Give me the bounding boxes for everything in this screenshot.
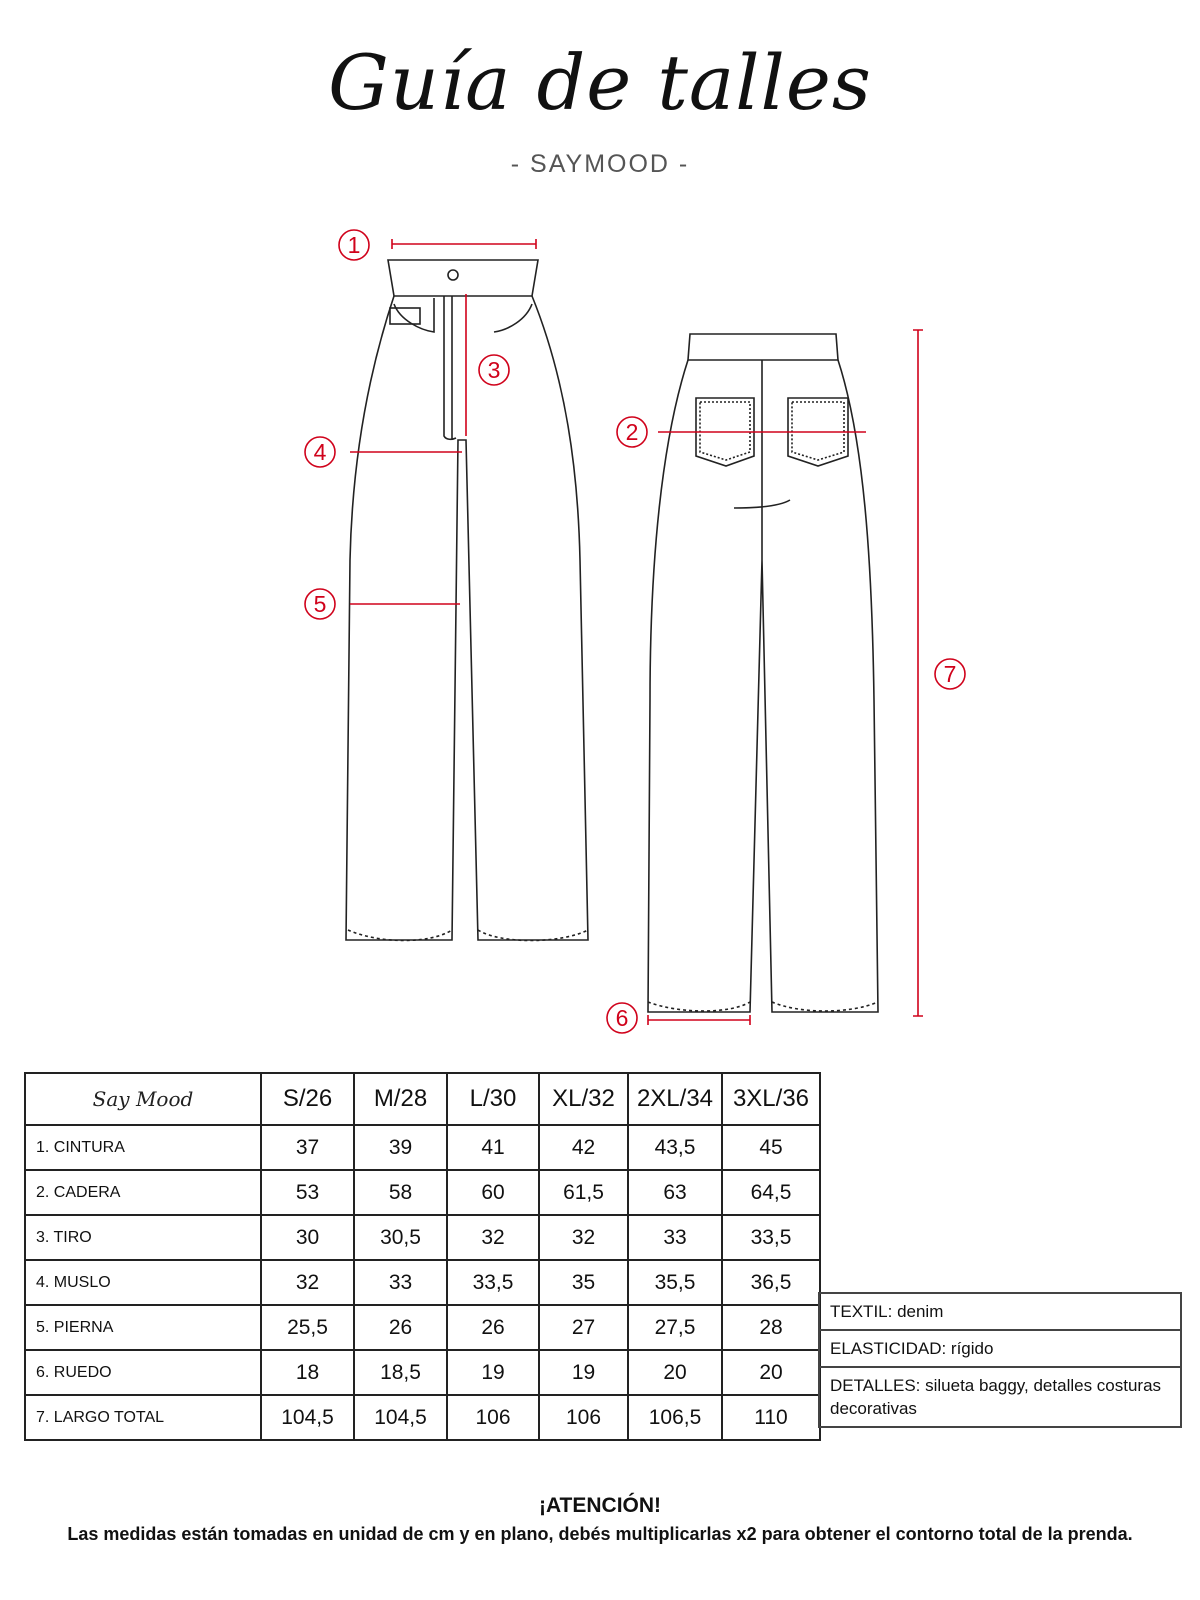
table-row: [25, 1350, 820, 1395]
cell-value: 32: [447, 1215, 539, 1260]
cell-value: 28: [722, 1305, 820, 1350]
page-title: Guía de talles: [328, 38, 872, 127]
row-label: 4. MUSLO: [25, 1260, 261, 1305]
cell-value: 58: [354, 1170, 447, 1215]
measurement-note: Las medidas están tomadas en unidad de cm y en plano, debés multiplicarlas x2 para obtener el contorno total de la prenda.: [67, 1524, 1133, 1544]
cell-value: 27: [539, 1305, 628, 1350]
cell-value: 60: [447, 1170, 539, 1215]
spec-detalles: DETALLES: silueta baggy, detalles costuras decorativas: [819, 1367, 1181, 1427]
cell-value: 42: [539, 1125, 628, 1170]
marker-2: [617, 417, 647, 447]
cell-value: 64,5: [722, 1170, 820, 1215]
size-header-row: [25, 1073, 820, 1125]
marker-4: [305, 437, 335, 467]
cell-value: 106: [447, 1395, 539, 1440]
size-header: XL/32: [539, 1073, 628, 1125]
size-table: [24, 1072, 821, 1441]
cell-value: 106: [539, 1395, 628, 1440]
table-row: [25, 1305, 820, 1350]
size-header: 2XL/34: [628, 1073, 722, 1125]
cell-value: 43,5: [628, 1125, 722, 1170]
size-header: S/26: [261, 1073, 354, 1125]
svg-text:3: 3: [487, 357, 501, 383]
svg-text:5: 5: [313, 591, 327, 617]
cell-value: 20: [628, 1350, 722, 1395]
row-label: 2. CADERA: [25, 1170, 261, 1215]
measure-line-6: [648, 1015, 750, 1025]
marker-6: [607, 1003, 637, 1033]
cell-value: 18: [261, 1350, 354, 1395]
size-header: L/30: [447, 1073, 539, 1125]
cell-value: 32: [261, 1260, 354, 1305]
cell-value: 63: [628, 1170, 722, 1215]
marker-5: [305, 589, 335, 619]
table-row: [25, 1170, 820, 1215]
cell-value: 45: [722, 1125, 820, 1170]
cell-value: 30,5: [354, 1215, 447, 1260]
svg-text:2: 2: [625, 419, 639, 445]
cell-value: 41: [447, 1125, 539, 1170]
cell-value: 35: [539, 1260, 628, 1305]
spec-textil: TEXTIL: denim: [819, 1293, 1181, 1330]
cell-value: 33,5: [722, 1215, 820, 1260]
measure-line-1: [392, 239, 536, 249]
size-header: 3XL/36: [722, 1073, 820, 1125]
cell-value: 18,5: [354, 1350, 447, 1395]
marker-7: [935, 659, 965, 689]
cell-value: 19: [447, 1350, 539, 1395]
cell-value: 39: [354, 1125, 447, 1170]
cell-value: 19: [539, 1350, 628, 1395]
svg-text:6: 6: [615, 1005, 629, 1031]
spec-elasticidad: ELASTICIDAD: rígido: [819, 1330, 1181, 1367]
cell-value: 30: [261, 1215, 354, 1260]
cell-value: 33: [354, 1260, 447, 1305]
cell-value: 104,5: [261, 1395, 354, 1440]
row-label: 5. PIERNA: [25, 1305, 261, 1350]
attention-heading: ¡ATENCIÓN!: [538, 1494, 662, 1517]
table-row: [25, 1125, 820, 1170]
marker-group: [305, 230, 965, 1033]
row-label: 7. LARGO TOTAL: [25, 1395, 261, 1440]
marker-1: [339, 230, 369, 260]
table-row: [25, 1395, 820, 1440]
cell-value: 61,5: [539, 1170, 628, 1215]
brand-subtitle: - SAYMOOD -: [510, 150, 690, 178]
cell-value: 27,5: [628, 1305, 722, 1350]
back-view-pants: [648, 334, 878, 1012]
cell-value: 26: [447, 1305, 539, 1350]
logo-cell: [25, 1073, 261, 1125]
front-view-pants: [346, 260, 588, 941]
svg-text:1: 1: [347, 232, 361, 258]
size-header: M/28: [354, 1073, 447, 1125]
cell-value: 37: [261, 1125, 354, 1170]
measure-line-7: [913, 330, 923, 1016]
row-label: 1. CINTURA: [25, 1125, 261, 1170]
cell-value: 106,5: [628, 1395, 722, 1440]
cell-value: 26: [354, 1305, 447, 1350]
svg-text:4: 4: [313, 439, 327, 465]
cell-value: 20: [722, 1350, 820, 1395]
cell-value: 36,5: [722, 1260, 820, 1305]
saymood-signature-logo: Say Mood: [92, 1087, 194, 1111]
table-row: [25, 1260, 820, 1305]
cell-value: 110: [722, 1395, 820, 1440]
cell-value: 33: [628, 1215, 722, 1260]
cell-value: 35,5: [628, 1260, 722, 1305]
fabric-specs-table: [818, 1292, 1182, 1428]
table-row: [25, 1215, 820, 1260]
cell-value: 53: [261, 1170, 354, 1215]
cell-value: 33,5: [447, 1260, 539, 1305]
cell-value: 25,5: [261, 1305, 354, 1350]
cell-value: 32: [539, 1215, 628, 1260]
svg-text:7: 7: [943, 661, 957, 687]
cell-value: 104,5: [354, 1395, 447, 1440]
marker-3: [479, 355, 509, 385]
row-label: 6. RUEDO: [25, 1350, 261, 1395]
row-label: 3. TIRO: [25, 1215, 261, 1260]
